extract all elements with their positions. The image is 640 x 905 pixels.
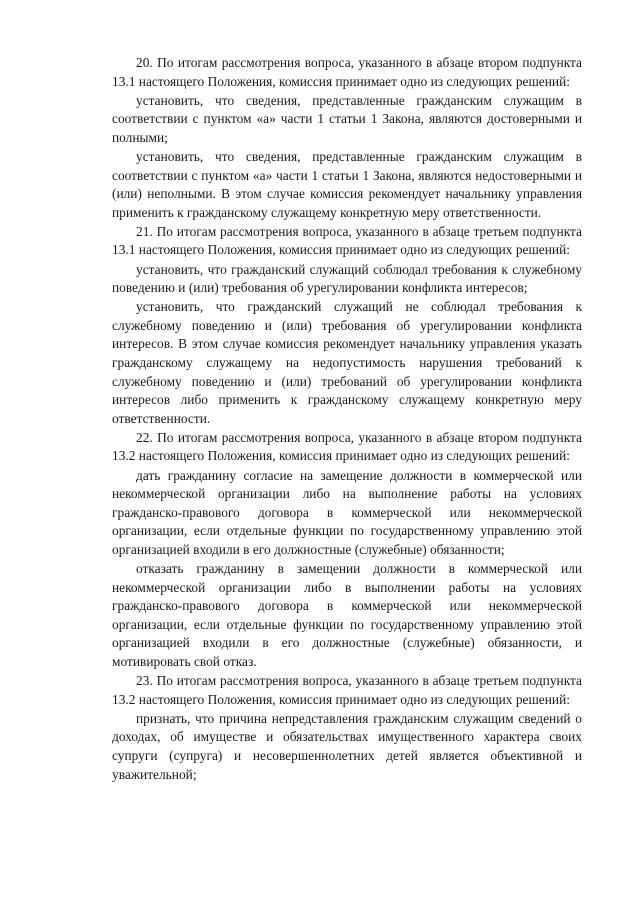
paragraph-21-option-1: установить, что гражданский служащий соблюдал требования к служебному поведению и (или) требования об урегулировании конфликта интересов; bbox=[112, 261, 582, 296]
paragraph-23-option-1: признать, что причина непредставления гражданским служащим сведений о доходах, об имуществе и обязательствах имущественного характера своих супруги (супруга) и несовершеннолетних детей является объективной и уважительной; bbox=[112, 710, 582, 782]
paragraph-21: 21. По итогам рассмотрения вопроса, указанного в абзаце третьем подпункта 13.1 настоящего Положения, комиссия принимает одно из следующих решений: bbox=[112, 223, 582, 258]
paragraph-22-option-2: отказать гражданину в замещении должности в коммерческой или некоммерческой организации либо в выполнении работы на условиях гражданско-правового договора в коммерческой или некоммерческой организации, если отдельные функции по государственному управлению этой организацией входили в его должностные (служебные) обязанности, и мотивировать свой отказ. bbox=[112, 561, 582, 669]
paragraph-20: 20. По итогам рассмотрения вопроса, указанного в абзаце втором подпункта 13.1 настоящего Положения, комиссия принимает одно из следующих решений: bbox=[112, 55, 582, 89]
paragraph-20-option-1: установить, что сведения, представленные гражданским служащим в соответствии с пунктом «а» части 1 статьи 1 Закона, являются достоверными и полными; bbox=[112, 92, 582, 145]
document-page bbox=[112, 54, 582, 784]
paragraph-22: 22. По итогам рассмотрения вопроса, указанного в абзаце втором подпункта 13.2 настоящего Положения, комиссия принимает одно из следующих решений: bbox=[112, 429, 582, 464]
paragraph-20-option-2: установить, что сведения, представленные гражданским служащим в соответствии с пунктом «а» части 1 статьи 1 Закона, являются недостоверными и (или) неполными. В этом случае комиссия рекомендует начальнику управления применить к гражданскому служащему конкретную меру ответственности. bbox=[112, 148, 582, 220]
paragraph-21-option-2: установить, что гражданский служащий не соблюдал требования к служебному поведению и (или) требования об урегулировании конфликта интересов. В этом случае комиссия рекомендует начальнику управления указать гражданскому служащему на недопустимость нарушения требований к служебному поведению и (или) требований об урегулировании конфликта интересов либо применить к гражданскому служащему конкретную меру ответственности. bbox=[112, 299, 582, 426]
paragraph-23: 23. По итогам рассмотрения вопроса, указанного в абзаце третьем подпункта 13.2 настоящего Положения, комиссия принимает одно из следующих решений: bbox=[112, 673, 582, 707]
paragraph-22-option-1: дать гражданину согласие на замещение должности в коммерческой или некоммерческой организации либо на выполнение работы на условиях гражданско-правового договора в коммерческой или некоммерческой организации, если отдельные функции по государственному управлению этой организацией входили в его должностные (служебные) обязанности; bbox=[112, 467, 582, 557]
